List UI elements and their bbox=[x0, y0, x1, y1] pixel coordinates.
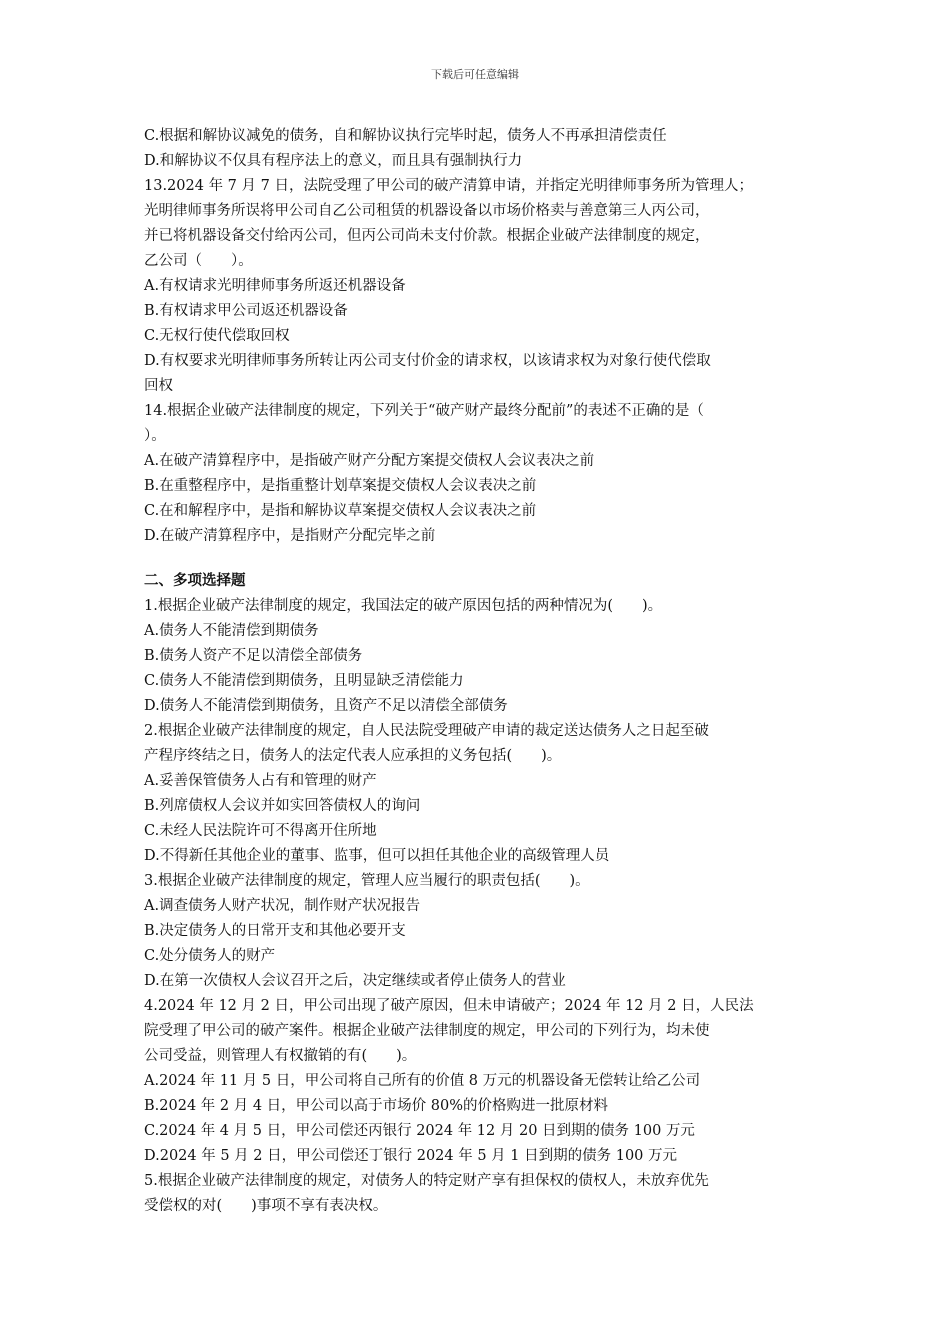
option-b: B.2024 年 2 月 4 日，甲公司以高于市场价 80%的价格购进一批原材料 bbox=[144, 1098, 608, 1114]
question-block-single-choice bbox=[144, 124, 812, 549]
option-b: B.债务人资产不足以清偿全部债务 bbox=[144, 648, 363, 664]
question-1: 1.根据企业破产法律制度的规定，我国法定的破产原因包括的两种情况为( )。 bbox=[144, 598, 663, 614]
option-a: A.调查债务人财产状况，制作财产状况报告 bbox=[144, 898, 421, 914]
option-a: A.妥善保管债务人占有和管理的财产 bbox=[144, 773, 377, 789]
option-a: A.债务人不能清偿到期债务 bbox=[144, 623, 319, 639]
text-line: 公司受益，则管理人有权撤销的有( )。 bbox=[144, 1048, 417, 1064]
option-c: C.债务人不能清偿到期债务，且明显缺乏清偿能力 bbox=[144, 673, 464, 689]
option-d: D.债务人不能清偿到期债务，且资产不足以清偿全部债务 bbox=[144, 698, 508, 714]
option-d: D.2024 年 5 月 2 日，甲公司偿还丁银行 2024 年 5 月 1 日到期的债务 100 万元 bbox=[144, 1148, 678, 1164]
document-body bbox=[144, 124, 812, 1219]
text-line: 院受理了甲公司的破产案件。根据企业破产法律制度的规定，甲公司的下列行为，均未使 bbox=[144, 1023, 710, 1039]
text-line: 乙公司（ ）。 bbox=[144, 253, 253, 269]
question-2: 2.根据企业破产法律制度的规定，自人民法院受理破产申请的裁定送达债务人之日起至破 bbox=[144, 723, 709, 739]
option-b: B.决定债务人的日常开支和其他必要开支 bbox=[144, 923, 406, 939]
option-d: D.不得新任其他企业的董事、监事，但可以担任其他企业的高级管理人员 bbox=[144, 848, 610, 864]
text-line: 并已将机器设备交付给丙公司，但丙公司尚未支付价款。根据企业破产法律制度的规定， bbox=[144, 228, 710, 244]
question-14: 14.根据企业破产法律制度的规定，下列关于“破产财产最终分配前”的表述不正确的是（ bbox=[144, 403, 704, 419]
option-c: C.无权行使代偿取回权 bbox=[144, 328, 290, 344]
option-a: A.有权请求光明律师事务所返还机器设备 bbox=[144, 278, 406, 294]
option-c: C.处分债务人的财产 bbox=[144, 948, 276, 964]
question-5: 5.根据企业破产法律制度的规定，对债务人的特定财产享有担保权的债权人，未放弃优先 bbox=[144, 1173, 709, 1189]
page-header: 下载后可任意编辑 bbox=[431, 68, 519, 81]
section-title: 二、多项选择题 bbox=[144, 573, 246, 589]
text-line: 回权 bbox=[144, 378, 173, 394]
option-b: B.列席债权人会议并如实回答债权人的询问 bbox=[144, 798, 421, 814]
option-c: C.未经人民法院许可不得离开住所地 bbox=[144, 823, 377, 839]
text-line: D.和解协议不仅具有程序法上的意义，而且具有强制执行力 bbox=[144, 153, 523, 169]
option-c: C.2024 年 4 月 5 日，甲公司偿还丙银行 2024 年 12 月 20 日到期的债务 100 万元 bbox=[144, 1123, 695, 1139]
option-a: A.在破产清算程序中，是指破产财产分配方案提交债权人会议表决之前 bbox=[144, 453, 595, 469]
text-line: C.根据和解协议减免的债务，自和解协议执行完毕时起，债务人不再承担清偿责任 bbox=[144, 128, 667, 144]
option-b: B.有权请求甲公司返还机器设备 bbox=[144, 303, 348, 319]
text-line: 产程序终结之日，债务人的法定代表人应承担的义务包括( )。 bbox=[144, 748, 562, 764]
question-4: 4.2024 年 12 月 2 日，甲公司出现了破产原因，但未申请破产；2024 年 12 月 2 日，人民法 bbox=[144, 998, 754, 1014]
option-d: D.在第一次债权人会议召开之后，决定继续或者停止债务人的营业 bbox=[144, 973, 566, 989]
question-13: 13.2024 年 7 月 7 日，法院受理了甲公司的破产清算申请，并指定光明律师事务所为管理人； bbox=[144, 178, 753, 194]
option-d: D.有权要求光明律师事务所转让丙公司支付价金的请求权，以该请求权为对象行使代偿取 bbox=[144, 353, 711, 369]
text-line: 受偿权的对( )事项不享有表决权。 bbox=[144, 1198, 388, 1214]
option-a: A.2024 年 11 月 5 日，甲公司将自己所有的价值 8 万元的机器设备无偿转让给乙公司 bbox=[144, 1073, 701, 1089]
option-b: B.在重整程序中，是指重整计划草案提交债权人会议表决之前 bbox=[144, 478, 537, 494]
question-3: 3.根据企业破产法律制度的规定，管理人应当履行的职责包括( )。 bbox=[144, 873, 590, 889]
section-gap bbox=[144, 549, 812, 569]
question-block-multiple-choice bbox=[144, 569, 812, 1219]
text-line: ）。 bbox=[144, 428, 166, 444]
option-d: D.在破产清算程序中，是指财产分配完毕之前 bbox=[144, 528, 436, 544]
text-line: 光明律师事务所误将甲公司自乙公司租赁的机器设备以市场价格卖与善意第三人丙公司， bbox=[144, 203, 710, 219]
option-c: C.在和解程序中，是指和解协议草案提交债权人会议表决之前 bbox=[144, 503, 537, 519]
